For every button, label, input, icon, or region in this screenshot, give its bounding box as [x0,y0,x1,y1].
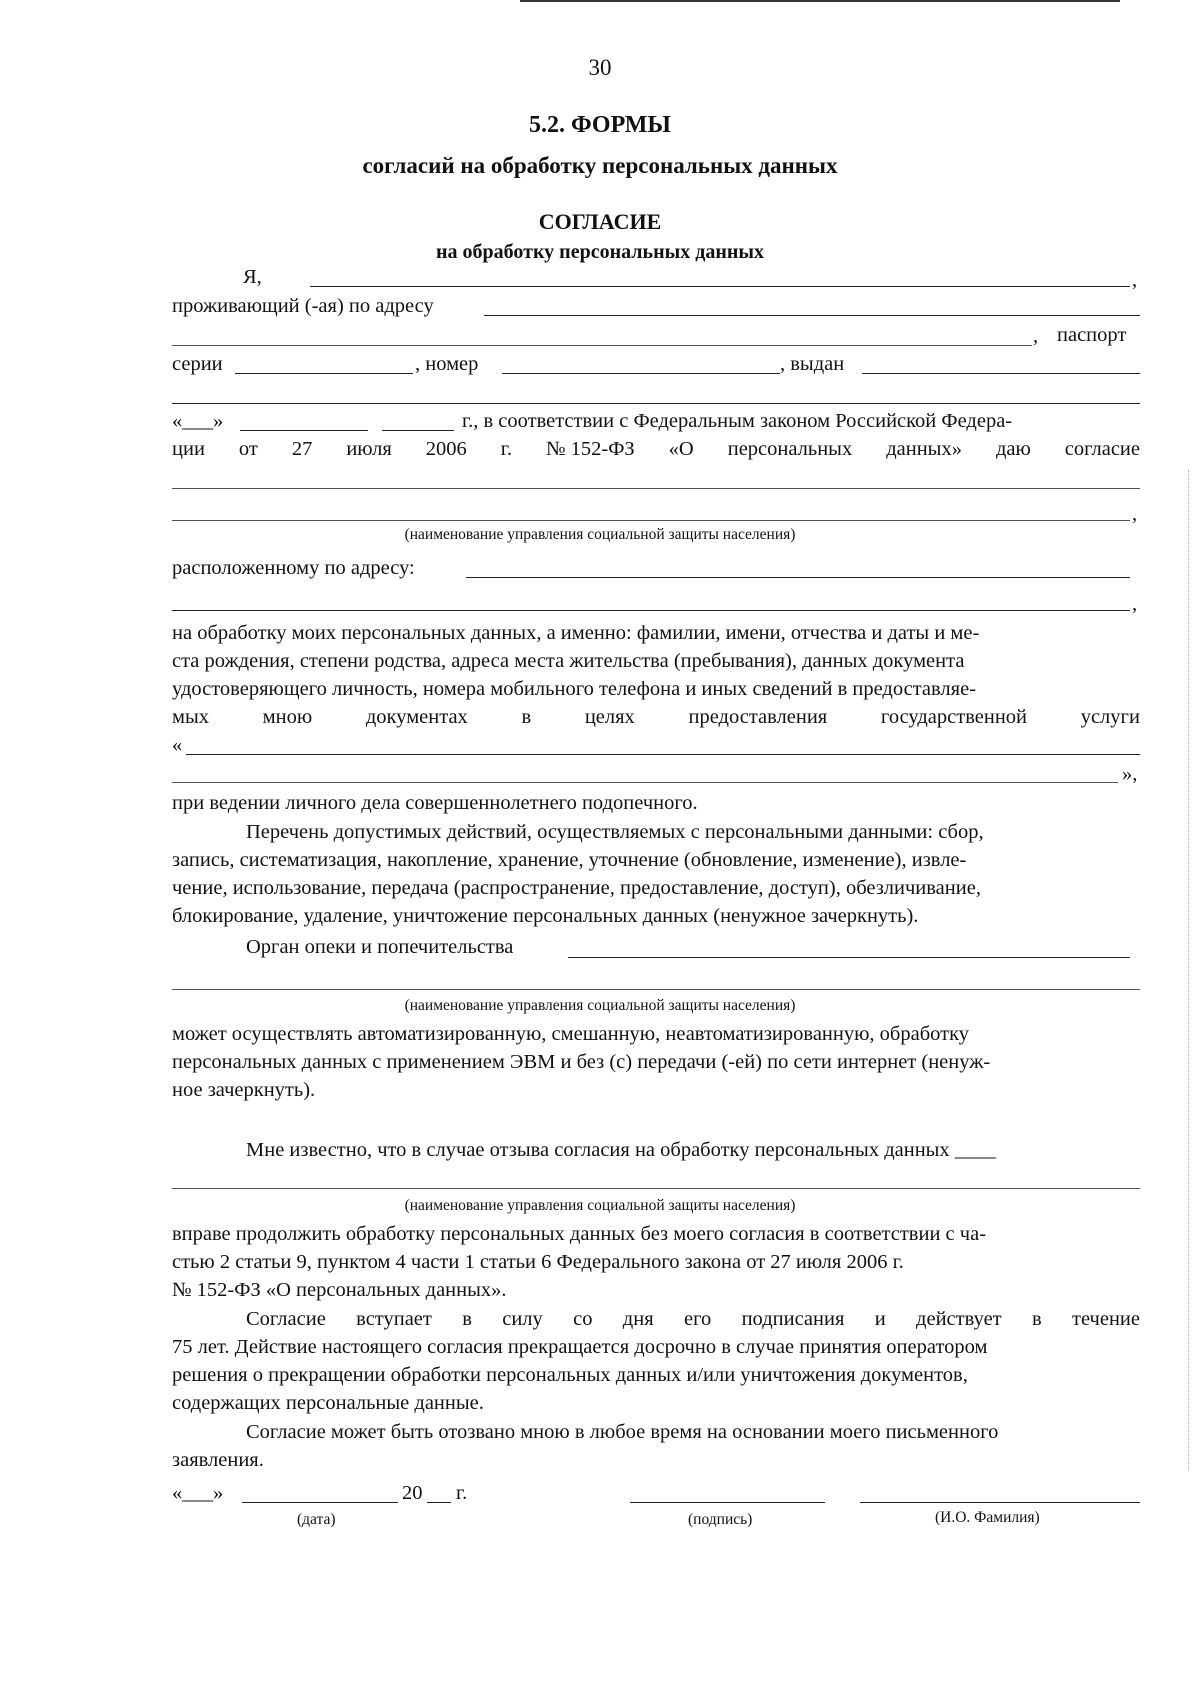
law-line [172,439,1140,460]
located-label: расположенному по адресу: [172,557,415,579]
issued-by-field-2[interactable] [172,403,1140,404]
consent-word: мых [172,706,209,728]
name-field[interactable] [860,1502,1140,1503]
sign-year-suffix: г. [456,1482,468,1504]
consent-word: государственной [880,706,1028,728]
sign-year-prefix: 20 [402,1482,423,1504]
revoke-line-last: заявления. [172,1449,264,1471]
number-label: , номер [415,353,479,375]
actions-line: запись, систематизация, накопление, хранение, уточнение (обновление, изменение), извле- [172,849,967,871]
consent-word: предоставления [688,706,828,728]
signature-field[interactable] [630,1502,825,1503]
org-name-field[interactable] [172,488,1140,489]
series-label: серии [172,353,223,375]
issued-month-field[interactable] [240,430,368,431]
law-word: от [238,438,258,460]
consent-word: документах [365,706,468,728]
name-caption: (И.О. Фамилия) [935,1509,1040,1526]
address-comma: , [1033,325,1039,347]
law-word: 27 [291,438,313,460]
org-caption-3: (наименование управления социальной защиты населения) [404,1197,796,1214]
org-caption-2: (наименование управления социальной защиты населения) [404,997,796,1014]
actions-line-last: блокирование, удаление, уничтожение персональных данных (ненужное зачеркнуть). [172,905,919,927]
continue-line-last: № 152-ФЗ «О персональных данных». [172,1279,507,1301]
consent-line: ста рождения, степени родства, адреса места жительства (пребывания), данных документа [172,650,965,672]
sign-month-field[interactable] [242,1502,398,1503]
continue-line: вправе продолжить обработку персональных данных без моего согласия в соответствии с ча- [172,1223,987,1245]
address-label: проживающий (-ая) по адресу [172,295,434,317]
term-line-last: содержащих персональные данные. [172,1392,484,1414]
section-heading: 5.2. ФОРМЫ [529,112,671,138]
service-name-field[interactable] [186,754,1140,755]
term-line: 75 лет. Действие настоящего согласия прекращается досрочно в случае принятия оператором [172,1336,988,1358]
guardian-line: при ведении личного дела совершеннолетнего подопечного. [172,792,698,814]
org-caption-1: (наименование управления социальной защиты населения) [404,526,796,543]
consent-word: мною [262,706,313,728]
law-word: 2006 [425,438,467,460]
section-subheading: согласий на обработку персональных данных [362,153,838,178]
located-address-field[interactable] [466,577,1130,578]
consent-line-justified [172,707,1140,728]
signature-caption: (подпись) [688,1511,753,1528]
processing-line: персональных данных с применением ЭВМ и без (с) передачи (-ей) по сети интернет (ненуж- [172,1051,991,1073]
service-name-field-2[interactable] [172,782,1118,783]
authority-label: Орган опеки и попечительства [246,936,514,958]
processing-line-last: ное зачеркнуть). [172,1079,316,1101]
consent-word: услуги [1080,706,1140,728]
law-word: данных» [886,438,962,460]
processing-line: может осуществлять автоматизированную, смешанную, неавтоматизированную, обработку [172,1023,969,1045]
withdrawal-line: Мне известно, что в случае отзыва согласия на обработку персональных данных ____ [246,1139,996,1161]
actions-line: чение, использование, передача (распространение, предоставление, доступ), обезличивание, [172,877,981,899]
page-top-edge [520,0,1120,2]
located-address-field-2[interactable] [172,610,1130,611]
i-label: Я, [243,266,262,288]
fullname-field[interactable] [310,286,1130,287]
law-word: г. [500,438,512,460]
consent-word: целях [584,706,635,728]
service-quote-open: « [172,734,183,756]
fullname-comma: , [1132,269,1138,291]
issued-label: , выдан [780,353,845,375]
term-line: решения о прекращении обработки персональных данных и/или уничтожения документов, [172,1364,968,1386]
address-field[interactable] [484,315,1140,316]
law-word: № 152-ФЗ [545,438,635,460]
org-name-field-2[interactable] [172,520,1130,521]
form-title: СОГЛАСИЕ [538,209,662,234]
law-word: согласие [1064,438,1140,460]
issued-year-field[interactable] [382,430,454,431]
page-number: 30 [588,55,612,80]
issued-by-field[interactable] [862,373,1140,374]
revoke-line: Согласие может быть отозвано мною в любое время на основании моего письменного [246,1421,999,1443]
service-quote-close: », [1122,763,1138,785]
law-word: «О [668,438,694,460]
law-word: даю [995,438,1031,460]
consent-line: на обработку моих персональных данных, а именно: фамилии, имени, отчества и даты и ме- [172,622,980,644]
series-field[interactable] [235,373,413,374]
continue-line: стью 2 статьи 9, пунктом 4 части 1 статьи 6 Федерального закона от 27 июля 2006 г. [172,1251,904,1273]
number-field[interactable] [502,373,780,374]
passport-label: паспорт [1057,324,1127,346]
issued-date-tail: г., в соответствии с Федеральным законом Российской Федера- [462,410,1013,432]
located-comma: , [1132,593,1138,615]
actions-line: Перечень допустимых действий, осуществляемых с персональными данными: сбор, [246,821,984,843]
issued-day: «___» [172,410,224,432]
address-field-2[interactable] [172,345,1032,346]
consent-word: в [521,706,532,728]
law-word: персональных [727,438,853,460]
org-name-comma: , [1132,503,1138,525]
sign-year-field[interactable] [427,1502,451,1503]
date-caption: (дата) [297,1511,336,1528]
withdrawal-org-field[interactable] [172,1188,1140,1189]
authority-field[interactable] [568,957,1130,958]
consent-line: удостоверяющего личность, номера мобильного телефона и иных сведений в предоставляе- [172,678,977,700]
law-word: ции [172,438,205,460]
authority-field-2[interactable] [172,989,1140,990]
term-line: Согласие вступает в силу со дня его подписания и действует в течение [246,1308,1140,1330]
form-subtitle: на обработку персональных данных [436,241,764,263]
law-word: июля [346,438,392,460]
sign-day: «___» [172,1482,224,1504]
scan-edge [1188,470,1189,1470]
